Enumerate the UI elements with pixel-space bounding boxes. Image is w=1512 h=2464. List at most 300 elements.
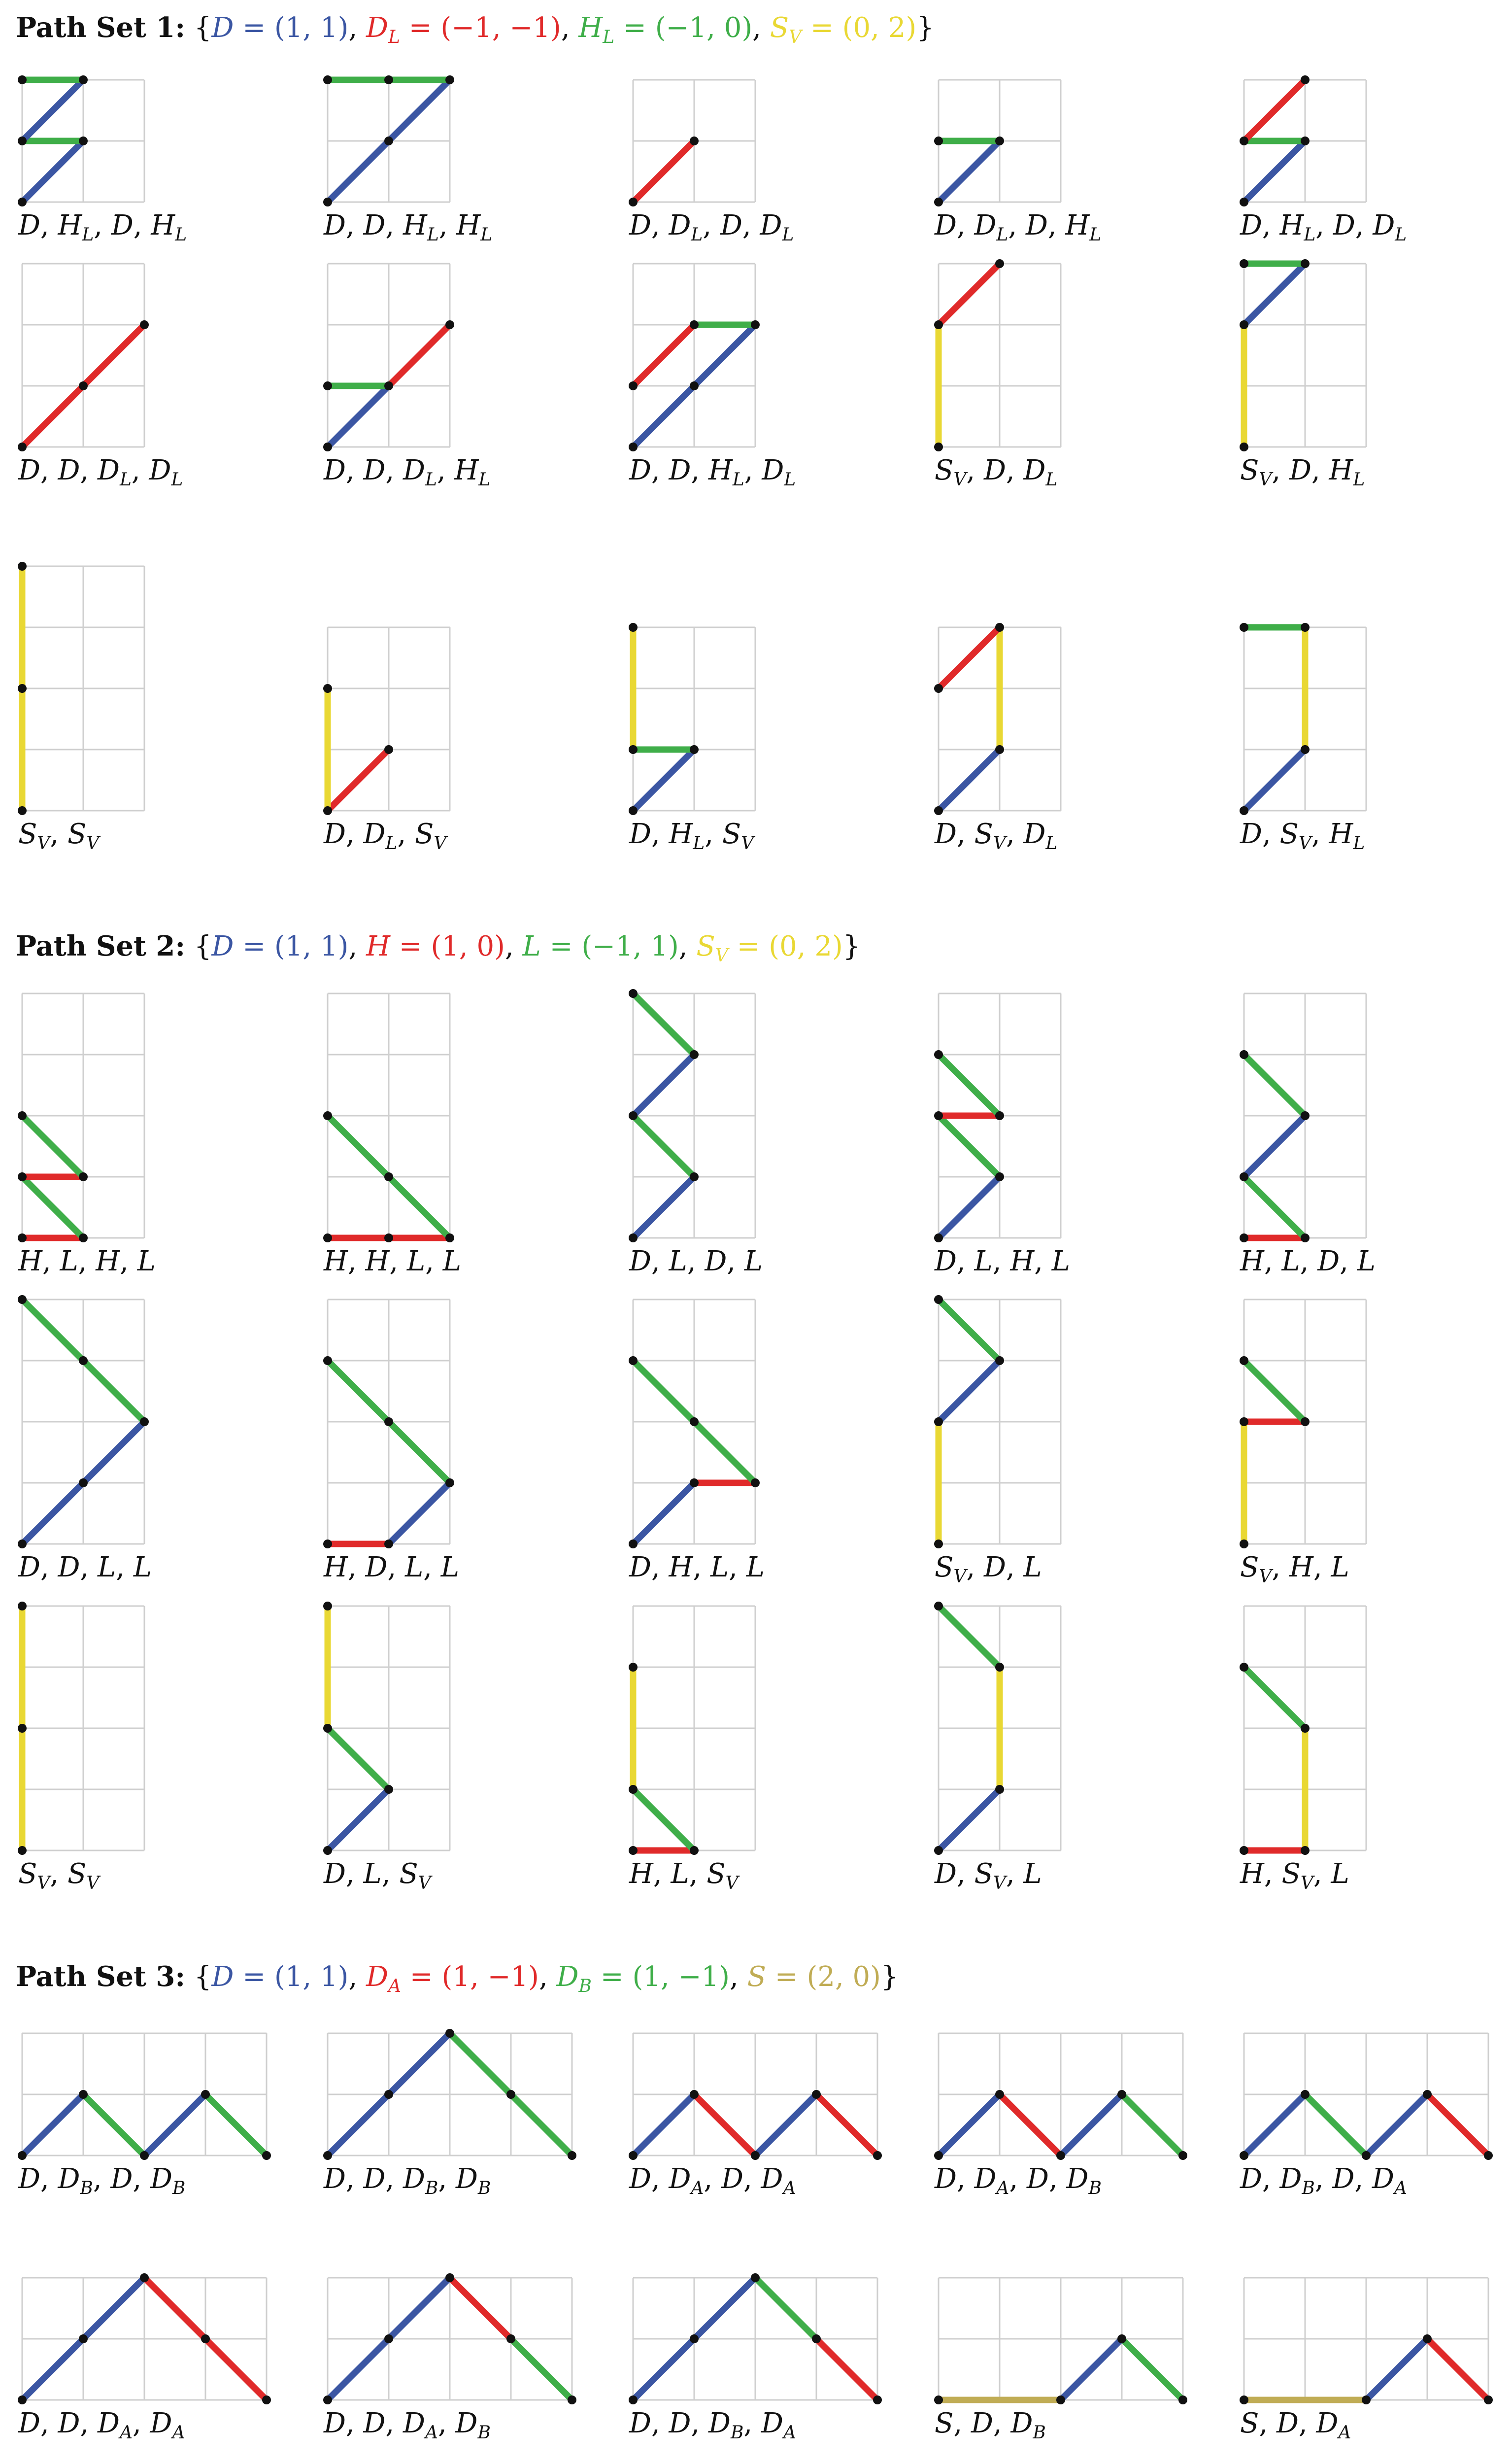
path-node (323, 1233, 332, 1242)
path-diagram (625, 2025, 885, 2163)
path-step (1122, 2094, 1183, 2156)
path-node (323, 1724, 332, 1733)
path-caption: D, $D_B$, D, $D_A$ (1240, 2163, 1407, 2199)
path-step (1244, 1055, 1305, 1116)
path-caption: D, $D_B$, D, $D_B$ (18, 2163, 186, 2199)
caption-step: D (629, 2407, 651, 2439)
path-node (751, 2151, 760, 2160)
caption-step: H (454, 454, 479, 486)
path-node (384, 1172, 393, 1181)
path-step (816, 2339, 877, 2400)
path-diagram (625, 2270, 885, 2408)
legend-step: $D_A = (1$, −1) (366, 1961, 539, 1997)
path-step (939, 1055, 1000, 1116)
path-node (995, 1785, 1004, 1794)
path-caption: D, D, $D_B$, $D_B$ (324, 2163, 491, 2199)
legend-step: $D_B = (1$, −1) (556, 1961, 730, 1997)
path-node (629, 2396, 638, 2404)
path-node (690, 2090, 699, 2099)
caption-step: D (365, 1551, 388, 1583)
caption-step: L (404, 1551, 424, 1583)
path-node (262, 2151, 271, 2160)
path-step (939, 1789, 1000, 1850)
path-node (201, 2334, 210, 2343)
path-node (873, 2151, 882, 2160)
caption-step: D (18, 2407, 40, 2439)
path-step (1427, 2094, 1488, 2156)
path-step (450, 2278, 511, 2339)
caption-step: L (363, 1858, 382, 1890)
path-diagram (320, 619, 458, 819)
caption-step: H (1329, 818, 1353, 850)
path-node (384, 1785, 393, 1794)
path-node (934, 1846, 943, 1855)
path-node (1240, 198, 1248, 206)
path-step (1427, 2339, 1488, 2400)
caption-step: D (98, 2407, 120, 2439)
path-node (934, 2396, 943, 2404)
path-step (939, 2094, 1000, 2156)
path-caption: D, D, $D_B$, $D_A$ (629, 2407, 796, 2443)
caption-step: L (1331, 1551, 1349, 1583)
caption-step: D (403, 2407, 425, 2439)
path-node (79, 1172, 88, 1181)
path-node (79, 381, 88, 390)
path-node (79, 137, 88, 145)
path-node (812, 2334, 821, 2343)
path-node (1301, 1417, 1310, 1426)
caption-step: S (414, 818, 434, 850)
path-caption: $S_V$, $S_V$ (18, 818, 100, 854)
caption-step: D (403, 454, 425, 486)
path-step (939, 1177, 1000, 1238)
path-node (1301, 1111, 1310, 1120)
path-step (1305, 2094, 1366, 2156)
path-node (140, 2151, 149, 2160)
caption-step: S (974, 1858, 993, 1890)
path-step (694, 325, 755, 386)
path-node (629, 1540, 638, 1548)
caption-step: D (669, 2163, 691, 2195)
path-diagram (931, 256, 1069, 455)
legend-step: $D_L = (-1$, −1) (366, 12, 561, 48)
path-node (1484, 2151, 1493, 2160)
path-node (323, 443, 332, 451)
path-node (1423, 2090, 1432, 2099)
caption-step: S (18, 818, 37, 850)
path-step (939, 1300, 1000, 1361)
path-diagram (1236, 256, 1374, 455)
path-node (140, 2273, 149, 2282)
path-diagram (931, 72, 1069, 210)
path-step (328, 1116, 389, 1177)
legend-step: D = (1, 1) (211, 12, 349, 44)
path-node (690, 1478, 699, 1487)
path-node (690, 745, 699, 754)
path-step (1366, 2094, 1427, 2156)
path-set-title: Path Set 1: (16, 11, 186, 44)
path-step (83, 2278, 144, 2339)
path-step (1000, 2094, 1061, 2156)
path-node (629, 1785, 638, 1794)
path-diagram (625, 1598, 763, 1858)
path-node (1240, 443, 1248, 451)
path-step (389, 1177, 450, 1238)
caption-step: D (110, 2163, 133, 2195)
caption-step: D (98, 454, 120, 486)
path-node (934, 1111, 943, 1120)
path-node (323, 806, 332, 815)
caption-step: L (133, 1551, 152, 1583)
path-node (629, 1356, 638, 1365)
caption-step: D (935, 1245, 957, 1277)
path-node (1240, 259, 1248, 268)
caption-step: D (761, 2163, 783, 2195)
caption-step: D (1372, 2163, 1394, 2195)
caption-step: D (150, 2163, 172, 2195)
path-step (328, 1361, 389, 1422)
path-node (934, 1540, 943, 1548)
path-step (22, 1483, 83, 1544)
path-node (1117, 2334, 1126, 2343)
caption-step: H (365, 1245, 390, 1277)
caption-step: S (18, 1858, 37, 1890)
path-caption: D, $H_L$, $S_V$ (629, 818, 754, 854)
path-node (690, 1050, 699, 1059)
path-node (934, 320, 943, 329)
path-diagram (320, 72, 458, 210)
path-node (384, 75, 393, 84)
path-node (629, 443, 638, 451)
caption-step: D (629, 818, 651, 850)
path-node (1362, 2396, 1371, 2404)
path-node (690, 2334, 699, 2343)
path-node (1301, 1233, 1310, 1242)
caption-step: D (58, 454, 80, 486)
caption-step: D (1025, 209, 1048, 241)
path-node (18, 1172, 27, 1181)
path-node (934, 1233, 943, 1242)
path-node (934, 2151, 943, 2160)
path-step (83, 2094, 144, 2156)
path-step (328, 141, 389, 202)
path-step (22, 386, 83, 447)
path-node (995, 623, 1004, 632)
caption-step: S (399, 1858, 418, 1890)
path-node (1301, 137, 1310, 145)
path-node (629, 745, 638, 754)
path-node (262, 2396, 271, 2404)
path-diagram (625, 619, 763, 819)
path-node (995, 745, 1004, 754)
path-node (384, 1540, 393, 1548)
caption-step: D (18, 2163, 40, 2195)
path-node (140, 1417, 149, 1426)
path-step (1122, 2339, 1183, 2400)
path-step (389, 2033, 450, 2094)
path-node (629, 806, 638, 815)
path-step (1061, 2094, 1122, 2156)
caption-step: D (761, 2407, 783, 2439)
path-caption: H, D, L, L (324, 1551, 459, 1583)
caption-step: L (406, 1245, 426, 1277)
path-node (629, 1846, 638, 1855)
path-step (633, 2339, 694, 2400)
path-diagram (14, 72, 152, 210)
path-caption: $S_V$, D, $H_L$ (1240, 454, 1365, 490)
path-step (939, 141, 1000, 202)
path-node (1240, 320, 1248, 329)
caption-step: S (722, 818, 741, 850)
path-step (328, 750, 389, 811)
path-node (18, 137, 27, 145)
path-node (323, 684, 332, 693)
path-node (1056, 2396, 1065, 2404)
caption-step: D (983, 1551, 1006, 1583)
path-step (633, 1116, 694, 1177)
path-step (939, 1116, 1000, 1177)
legend-step: H = (1, 0) (366, 930, 505, 962)
path-diagram (931, 1598, 1069, 1858)
caption-step: D (705, 1245, 727, 1277)
path-step (816, 2094, 877, 2156)
path-node (690, 1846, 699, 1855)
path-node (995, 1663, 1004, 1672)
caption-step: H (1240, 1245, 1264, 1277)
path-node (934, 684, 943, 693)
caption-step: S (974, 818, 993, 850)
path-caption: D, $D_A$, D, $D_A$ (629, 2163, 796, 2199)
path-diagram (1236, 619, 1374, 819)
caption-step: L (137, 1245, 156, 1277)
path-step (83, 1361, 144, 1422)
path-set-header: Path Set 3: {D = (1, 1), $D_A = (1$, −1), $D_B = (1$, −1), S = (2, 0)} (16, 1960, 899, 1997)
legend-step: L = (−1, 1) (522, 930, 679, 962)
caption-step: D (1373, 209, 1395, 241)
path-node (690, 1172, 699, 1181)
path-node (18, 1846, 27, 1855)
path-node (995, 259, 1004, 268)
path-node (1240, 1172, 1248, 1181)
caption-step: D (974, 209, 997, 241)
path-step (205, 2339, 267, 2400)
path-node (79, 1356, 88, 1365)
path-step (939, 627, 1000, 688)
caption-step: D (983, 454, 1006, 486)
caption-step: D (18, 1551, 40, 1583)
path-step (22, 1300, 83, 1361)
caption-step: L (1281, 1245, 1300, 1277)
path-diagram (625, 1292, 763, 1552)
caption-step: D (1289, 454, 1311, 486)
caption-step: S (1240, 454, 1259, 486)
path-node (506, 2090, 515, 2099)
path-node (995, 137, 1004, 145)
path-node (751, 320, 760, 329)
path-node (1178, 2396, 1187, 2404)
path-step (939, 750, 1000, 811)
path-node (18, 1111, 27, 1120)
path-node (1240, 1540, 1248, 1548)
path-node (934, 137, 943, 145)
path-step (389, 80, 450, 141)
path-diagram (1236, 2025, 1496, 2163)
path-step (1061, 2339, 1122, 2400)
path-caption: $S_V$, D, $D_L$ (935, 454, 1058, 490)
path-diagram (320, 1292, 458, 1552)
path-node (384, 137, 393, 145)
path-step (328, 1728, 389, 1789)
path-caption: H, L, D, L (1240, 1245, 1376, 1277)
caption-step: D (760, 209, 782, 241)
path-caption: D, D, L, L (18, 1551, 152, 1583)
caption-step: L (746, 1551, 765, 1583)
path-step (633, 325, 694, 386)
path-diagram (14, 2025, 274, 2163)
path-diagram (320, 2270, 580, 2408)
path-node (18, 1233, 27, 1242)
caption-step: L (744, 1245, 763, 1277)
path-node (323, 1111, 332, 1120)
path-diagram (931, 1292, 1069, 1552)
path-node (1240, 1417, 1248, 1426)
path-step (1244, 1177, 1305, 1238)
path-step (22, 2094, 83, 2156)
path-step (633, 1361, 694, 1422)
caption-step: D (403, 2163, 425, 2195)
caption-step: S (67, 818, 87, 850)
caption-step: H (324, 1245, 348, 1277)
path-node (995, 1172, 1004, 1181)
caption-step: D (18, 454, 40, 486)
caption-step: D (935, 209, 957, 241)
path-node (1240, 1050, 1248, 1059)
caption-step: D (150, 2407, 172, 2439)
path-diagram (931, 986, 1069, 1246)
caption-step: L (442, 1245, 461, 1277)
path-node (79, 1478, 88, 1487)
path-step (633, 750, 694, 811)
caption-step: L (98, 1551, 116, 1583)
path-node (934, 443, 943, 451)
path-step (633, 1055, 694, 1116)
caption-step: D (363, 2163, 386, 2195)
path-node (629, 1663, 638, 1672)
path-caption: D, L, H, L (935, 1245, 1070, 1277)
caption-step: D (1279, 2163, 1302, 2195)
path-step (511, 2339, 572, 2400)
path-step (22, 141, 83, 202)
path-step (328, 1789, 389, 1850)
path-node (629, 381, 638, 390)
path-caption: D, D, $D_L$, $H_L$ (324, 454, 491, 490)
path-node (1301, 2090, 1310, 2099)
caption-step: D (1010, 2407, 1033, 2439)
path-diagram (320, 986, 458, 1246)
caption-step: H (456, 209, 481, 241)
path-set-title: Path Set 2: (16, 930, 186, 962)
caption-step: L (669, 1245, 687, 1277)
path-node (18, 1724, 27, 1733)
path-step (389, 2278, 450, 2339)
path-node (18, 562, 27, 571)
path-step (328, 2094, 389, 2156)
path-step (1244, 750, 1305, 811)
path-step (633, 386, 694, 447)
path-step (144, 2278, 205, 2339)
path-node (1301, 745, 1310, 754)
caption-step: H (629, 1858, 653, 1890)
path-step (205, 2094, 267, 2156)
caption-step: L (1023, 1551, 1042, 1583)
path-caption: D, D, $H_L$, $D_L$ (629, 454, 796, 490)
path-step (633, 141, 694, 202)
path-caption: D, $D_L$, D, $D_L$ (629, 209, 794, 245)
path-node (323, 2396, 332, 2404)
caption-step: H (18, 1245, 42, 1277)
path-step (1244, 2094, 1305, 2156)
path-node (79, 2090, 88, 2099)
caption-step: D (1332, 2163, 1355, 2195)
path-node (690, 137, 699, 145)
caption-step: L (974, 1245, 993, 1277)
path-step (450, 2033, 511, 2094)
path-diagram (625, 986, 763, 1246)
caption-step: H (1289, 1551, 1313, 1583)
path-caption: D, $S_V$, $D_L$ (935, 818, 1058, 854)
path-node (18, 443, 27, 451)
path-node (323, 1356, 332, 1365)
path-diagram (625, 256, 763, 455)
path-node (1240, 137, 1248, 145)
path-node (629, 1233, 638, 1242)
path-set-header: Path Set 1: {D = (1, 1), $D_L = (-1$, −1), $H_L = (-1$, 0), $S_V = (0$, 2)} (16, 11, 934, 48)
caption-step: D (974, 2163, 997, 2195)
path-caption: D, D, $D_L$, $D_L$ (18, 454, 183, 490)
path-node (18, 198, 27, 206)
caption-step: D (1066, 2163, 1089, 2195)
caption-step: H (324, 1551, 348, 1583)
path-diagram (14, 1292, 152, 1552)
path-node (568, 2396, 576, 2404)
caption-step: D (629, 1245, 651, 1277)
path-node (18, 684, 27, 693)
path-node (1240, 2151, 1248, 2160)
path-caption: D, D, $D_A$, $D_A$ (18, 2407, 185, 2443)
caption-step: D (669, 454, 691, 486)
path-diagram (931, 619, 1069, 819)
path-step (1244, 141, 1305, 202)
path-node (751, 2273, 760, 2282)
caption-step: H (1279, 209, 1304, 241)
path-node (629, 2151, 638, 2160)
path-node (384, 745, 393, 754)
caption-step: D (935, 2163, 957, 2195)
path-caption: S, D, $D_B$ (935, 2407, 1046, 2443)
caption-step: D (629, 1551, 651, 1583)
caption-step: H (1240, 1858, 1264, 1890)
path-caption: H, $S_V$, L (1240, 1858, 1349, 1894)
path-caption: D, $D_L$, D, $H_L$ (935, 209, 1102, 245)
caption-step: L (440, 1551, 459, 1583)
path-node (1240, 1233, 1248, 1242)
caption-step: L (710, 1551, 729, 1583)
path-node (384, 1417, 393, 1426)
path-caption: $S_V$, H, L (1240, 1551, 1349, 1587)
caption-step: D (324, 454, 346, 486)
path-diagram (14, 986, 152, 1246)
path-node (1240, 623, 1248, 632)
